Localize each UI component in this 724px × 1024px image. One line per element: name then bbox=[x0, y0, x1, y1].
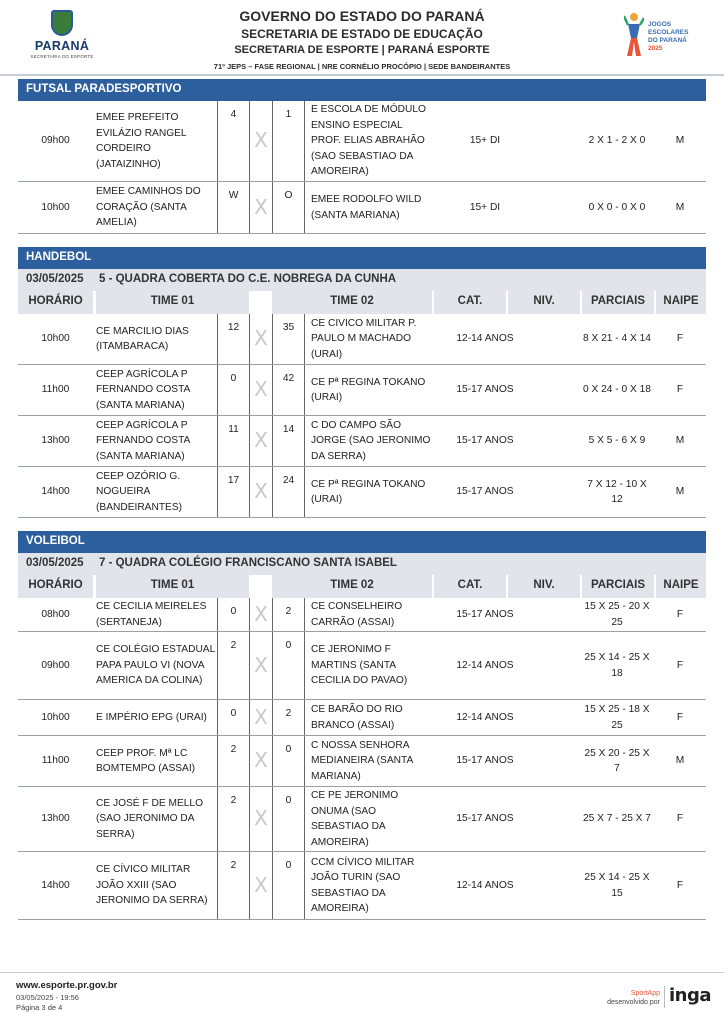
cell-partials: 25 X 7 - 25 X 7 bbox=[583, 813, 651, 825]
vs-separator: X bbox=[254, 704, 268, 729]
cell-team2: C NOSSA SENHORA MEDIANEIRA (SANTA MARIANA) bbox=[311, 739, 413, 782]
col-time2: TIME 02 bbox=[272, 573, 432, 598]
cell-category: 12-14 ANOS bbox=[456, 711, 514, 723]
cell-team1: CE CECILIA MEIRELES (SERTANEJA) bbox=[96, 601, 207, 628]
col-naipe: NAIPE bbox=[656, 573, 706, 598]
vs-separator: X bbox=[254, 428, 268, 453]
cell-category: 15-17 ANOS bbox=[456, 813, 514, 825]
handebol-date: 03/05/2025 bbox=[26, 273, 84, 285]
cell-score2: 0 bbox=[272, 852, 305, 919]
cell-score2: 0 bbox=[272, 736, 305, 786]
col-niv: NIV. bbox=[508, 289, 580, 314]
cell-time: 14h00 bbox=[41, 879, 70, 891]
cell-score1: 2 bbox=[217, 787, 250, 851]
cell-category: 15-17 ANOS bbox=[456, 608, 514, 620]
cell-score1: 0 bbox=[217, 365, 250, 415]
cell-team2: CCM CÍVICO MILITAR JOÃO TURIN (SAO SEBASTIAO DA AMOREIRA) bbox=[311, 856, 415, 914]
cell-gender: F bbox=[676, 711, 684, 723]
athlete-icon bbox=[624, 12, 644, 58]
cell-category: 15+ DI bbox=[469, 201, 501, 213]
cell-team2: C DO CAMPO SÃO JORGE (SAO JERONIMO DA SERRA) bbox=[311, 419, 431, 462]
page-header bbox=[0, 0, 724, 76]
table-row bbox=[18, 365, 706, 416]
logo-left-name: PARANÁ bbox=[34, 39, 90, 53]
cell-gender: F bbox=[676, 659, 684, 671]
vs-separator: X bbox=[254, 652, 268, 677]
cell-score2: 14 bbox=[272, 416, 305, 466]
vs-separator: X bbox=[254, 326, 268, 351]
header-divider bbox=[0, 74, 724, 76]
cell-partials: 25 X 14 - 25 X 15 bbox=[584, 872, 650, 899]
cell-category: 12-14 ANOS bbox=[456, 879, 514, 891]
header-title-3: SECRETARIA DE ESPORTE | PARANÁ ESPORTE bbox=[234, 44, 490, 56]
cell-gender: F bbox=[676, 384, 684, 396]
cell-time: 10h00 bbox=[41, 711, 70, 723]
cell-time: 13h00 bbox=[41, 813, 70, 825]
logo-left-sub: SECRETARIA DO ESPORTE bbox=[30, 54, 94, 59]
table-row bbox=[18, 852, 706, 920]
cell-team1: CEEP OZÓRIO G. NOGUEIRA (BANDEIRANTES) bbox=[96, 470, 183, 513]
cell-score1: 4 bbox=[217, 101, 250, 181]
cell-team2: CE CIVICO MILITAR P. PAULO M MACHADO (URAI) bbox=[311, 317, 417, 360]
vs-separator: X bbox=[254, 748, 268, 773]
cell-partials: 0 X 24 - 0 X 18 bbox=[583, 384, 651, 396]
cell-score1: 12 bbox=[217, 314, 250, 364]
cell-category: 12-14 ANOS bbox=[456, 333, 514, 345]
cell-score1: 0 bbox=[217, 598, 250, 631]
col-cat: CAT. bbox=[434, 573, 506, 598]
header-subtitle: 71º JEPS – FASE REGIONAL | NRE CORNÉLIO PROCÓPIO | SEDE BANDEIRANTES bbox=[213, 62, 511, 71]
cell-team1: CEEP PROF. Mª LC BOMTEMPO (ASSAI) bbox=[96, 747, 196, 774]
cell-team2: CE BARÃO DO RIO BRANCO (ASSAI) bbox=[311, 704, 403, 731]
col-time1: TIME 01 bbox=[96, 573, 249, 598]
cell-time: 11h00 bbox=[41, 755, 70, 767]
cell-gender: M bbox=[675, 201, 685, 213]
cell-score1: 2 bbox=[217, 852, 250, 919]
cell-partials: 25 X 14 - 25 X 18 bbox=[584, 652, 650, 679]
cell-team2: CE Pª REGINA TOKANO (URAI) bbox=[311, 376, 426, 403]
vs-separator: X bbox=[254, 377, 268, 402]
col-horario: HORÁRIO bbox=[18, 573, 93, 598]
footer-separator bbox=[664, 986, 665, 1008]
table-row bbox=[18, 182, 706, 234]
cell-partials: 5 X 5 - 6 X 9 bbox=[588, 435, 646, 447]
cell-partials: 7 X 12 - 10 X 12 bbox=[587, 478, 647, 505]
table-row bbox=[18, 416, 706, 467]
cell-team1: EMEE PREFEITO EVILÁZIO RANGEL CORDEIRO (JATAIZINHO) bbox=[96, 112, 187, 170]
cell-team1: CEEP AGRÍCOLA P FERNANDO COSTA (SANTA MARIANA) bbox=[96, 368, 190, 411]
cell-team2: E ESCOLA DE MÓDULO ENSINO ESPECIAL PROF. ELIAS ABRAHÃO (SAO SEBASTIAO DA AMOREIRA) bbox=[311, 104, 426, 178]
cell-gender: F bbox=[676, 879, 684, 891]
cell-score2: 2 bbox=[272, 700, 305, 735]
cell-score1: 17 bbox=[217, 467, 250, 517]
cell-category: 15-17 ANOS bbox=[456, 486, 514, 498]
cell-team1: CEEP AGRÍCOLA P FERNANDO COSTA (SANTA MARIANA) bbox=[96, 419, 190, 462]
cell-score2: 24 bbox=[272, 467, 305, 517]
footer-divider bbox=[0, 972, 724, 973]
vs-separator: X bbox=[254, 601, 268, 626]
cell-score2: 42 bbox=[272, 365, 305, 415]
cell-score2: 1 bbox=[272, 101, 305, 181]
table-row bbox=[18, 736, 706, 787]
cell-time: 14h00 bbox=[41, 486, 70, 498]
cell-partials: 15 X 25 - 20 X 25 bbox=[584, 601, 650, 628]
cell-time: 08h00 bbox=[41, 608, 70, 620]
handebol-column-header bbox=[18, 289, 706, 314]
col-time2: TIME 02 bbox=[272, 289, 432, 314]
cell-gender: M bbox=[675, 135, 685, 147]
cell-category: 15-17 ANOS bbox=[456, 384, 514, 396]
cell-partials: 15 X 25 - 18 X 25 bbox=[584, 704, 650, 731]
table-row bbox=[18, 632, 706, 700]
voleibol-venue-bar bbox=[18, 553, 706, 575]
cell-team2: CE JERONIMO F MARTINS (SANTA CECILIA DO PAVAO) bbox=[311, 644, 408, 687]
vs-separator: X bbox=[254, 128, 268, 153]
section-title-futsal: FUTSAL PARADESPORTIVO bbox=[18, 79, 706, 101]
table-row bbox=[18, 787, 706, 852]
cell-time: 09h00 bbox=[41, 659, 70, 671]
cell-partials: 2 X 1 - 2 X 0 bbox=[588, 135, 646, 147]
cell-team1: E IMPÉRIO EPG (URAI) bbox=[96, 711, 207, 723]
cell-gender: F bbox=[676, 608, 684, 620]
cell-time: 10h00 bbox=[41, 201, 70, 213]
cell-gender: F bbox=[676, 813, 684, 825]
vs-separator: X bbox=[254, 194, 268, 219]
cell-score1: 2 bbox=[217, 632, 250, 699]
cell-score1: 2 bbox=[217, 736, 250, 786]
cell-team1: CE CÍVICO MILITAR JOÃO XXIII (SAO JERONIMO DA SERRA) bbox=[96, 864, 208, 907]
cell-score1: W bbox=[217, 182, 250, 233]
footer-app-name: SportApp bbox=[630, 990, 660, 997]
col-naipe: NAIPE bbox=[656, 289, 706, 314]
footer-page-number: Página 3 de 4 bbox=[16, 1003, 63, 1012]
cell-partials: 0 X 0 - 0 X 0 bbox=[588, 201, 646, 213]
col-parciais: PARCIAIS bbox=[582, 573, 654, 598]
footer-datetime: 03/05/2025 - 19:56 bbox=[16, 993, 79, 1002]
cell-score2: O bbox=[272, 182, 305, 233]
cell-gender: M bbox=[675, 435, 685, 447]
cell-team2: CE PE JERONIMO ONUMA (SAO SEBASTIAO DA AMOREIRA) bbox=[311, 790, 399, 848]
footer-site-link[interactable]: www.esporte.pr.gov.br bbox=[16, 980, 118, 991]
cell-gender: F bbox=[676, 333, 684, 345]
col-time1: TIME 01 bbox=[96, 289, 249, 314]
header-title-2: SECRETARIA DE ESTADO DE EDUCAÇÃO bbox=[241, 27, 483, 41]
table-row bbox=[18, 700, 706, 736]
table-row bbox=[18, 101, 706, 182]
cell-team2: CE CONSELHEIRO CARRÃO (ASSAI) bbox=[311, 601, 403, 628]
col-niv: NIV. bbox=[508, 573, 580, 598]
cell-time: 09h00 bbox=[41, 135, 70, 147]
cell-category: 12-14 ANOS bbox=[456, 659, 514, 671]
cell-score2: 0 bbox=[272, 632, 305, 699]
cell-team1: CE COLÉGIO ESTADUAL PAPA PAULO VI (NOVA AMERICA DA COLINA) bbox=[96, 644, 215, 687]
cell-score2: 0 bbox=[272, 787, 305, 851]
cell-category: 15+ DI bbox=[469, 135, 501, 147]
section-title-voleibol: VOLEIBOL bbox=[18, 531, 706, 553]
cell-partials: 8 X 21 - 4 X 14 bbox=[583, 333, 651, 345]
cell-category: 15-17 ANOS bbox=[456, 755, 514, 767]
cell-team1: CE JOSÉ F DE MELLO (SAO JERONIMO DA SERRA) bbox=[96, 797, 203, 840]
handebol-venue-bar bbox=[18, 269, 706, 291]
cell-score1: 11 bbox=[217, 416, 250, 466]
cell-team2: CE Pª REGINA TOKANO (URAI) bbox=[311, 478, 426, 505]
jogos-line-3: DO PARANÁ bbox=[648, 37, 687, 44]
header-title-1: GOVERNO DO ESTADO DO PARANÁ bbox=[239, 8, 485, 24]
jogos-line-1: JOGOS bbox=[648, 21, 672, 28]
footer-developed-by: desenvolvido por bbox=[607, 999, 660, 1006]
jogos-escolares-logo bbox=[622, 12, 702, 70]
jogos-text bbox=[648, 21, 688, 53]
table-row bbox=[18, 314, 706, 365]
cell-time: 10h00 bbox=[41, 333, 70, 345]
jogos-line-2: ESCOLARES bbox=[648, 29, 689, 36]
handebol-venue: 5 - QUADRA COBERTA DO C.E. NOBREGA DA CUNHA bbox=[99, 273, 397, 285]
cell-team2: EMEE RODOLFO WILD (SANTA MARIANA) bbox=[311, 194, 422, 221]
table-row bbox=[18, 467, 706, 518]
cell-team1: CE MARCILIO DIAS (ITAMBARACA) bbox=[96, 325, 189, 352]
jogos-year: 2025 bbox=[648, 45, 663, 52]
vs-separator: X bbox=[254, 479, 268, 504]
inga-logo: inga bbox=[669, 985, 712, 1006]
cell-score1: 0 bbox=[217, 700, 250, 735]
cell-score2: 35 bbox=[272, 314, 305, 364]
table-row bbox=[18, 598, 706, 632]
vs-separator: X bbox=[254, 872, 268, 897]
col-horario: HORÁRIO bbox=[18, 289, 93, 314]
col-parciais: PARCIAIS bbox=[582, 289, 654, 314]
voleibol-date: 03/05/2025 bbox=[26, 557, 84, 569]
cell-time: 13h00 bbox=[41, 435, 70, 447]
col-cat: CAT. bbox=[434, 289, 506, 314]
vs-separator: X bbox=[254, 806, 268, 831]
voleibol-column-header bbox=[18, 573, 706, 598]
cell-partials: 25 X 20 - 25 X 7 bbox=[584, 747, 650, 774]
cell-gender: M bbox=[675, 486, 685, 498]
voleibol-venue: 7 - QUADRA COLÉGIO FRANCISCANO SANTA ISABEL bbox=[99, 557, 397, 569]
cell-time: 11h00 bbox=[41, 384, 70, 396]
cell-gender: M bbox=[675, 755, 685, 767]
cell-score2: 2 bbox=[272, 598, 305, 631]
cell-category: 15-17 ANOS bbox=[456, 435, 514, 447]
cell-team1: EMEE CAMINHOS DO CORAÇÃO (SANTA AMELIA) bbox=[96, 186, 201, 229]
section-title-handebol: HANDEBOL bbox=[18, 247, 706, 269]
